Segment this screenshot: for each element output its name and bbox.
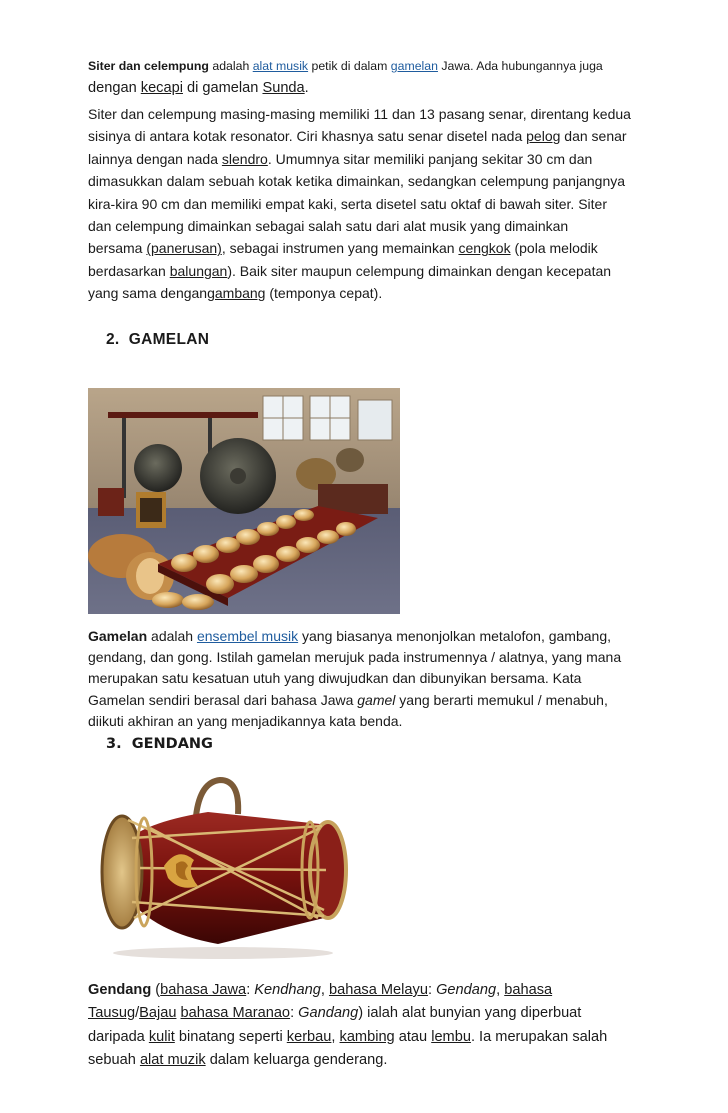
link-bahasa-jawa[interactable]: bahasa Jawa bbox=[160, 982, 247, 998]
link-lembu[interactable]: lembu bbox=[431, 1028, 471, 1045]
section-heading-gamelan: 2. GAMELAN bbox=[106, 331, 210, 348]
link-alat-musik[interactable]: alat musik bbox=[252, 59, 309, 73]
term-siter-celempung: Siter dan celempung bbox=[88, 59, 209, 73]
term-gamel: gamel bbox=[357, 691, 396, 708]
intro-line-1: Siter dan celempung adalah alat musik petik di dalam gamelan Jawa. Ada hubungannya juga bbox=[88, 59, 603, 73]
link-balungan[interactable]: balungan bbox=[169, 262, 228, 279]
gendang-drum-illustration bbox=[88, 768, 358, 963]
siter-line: sisinya di antara kotak resonator. Ciri khasnya satu senar disetel nada pelog dan senar bbox=[88, 128, 627, 145]
gamelan-line: diikuti akhiran an yang menjadikannya kata benda. bbox=[88, 712, 403, 729]
gamelan-paragraph bbox=[88, 626, 668, 732]
link-kambing[interactable]: kambing bbox=[339, 1028, 395, 1045]
siter-line: dimasukkan dalam sebuah kotak ketika dimainkan, sedangkan celempung panjangnya bbox=[88, 173, 626, 190]
siter-line: dan celempung dimainkan sebagai salah satu dari alat musik yang dimainkan bbox=[88, 218, 569, 235]
gamelan-line: Gamelan adalah ensembel musik yang biasanya menonjolkan metalofon, gambang, bbox=[88, 628, 611, 644]
intro-line-2: dengan kecapi di gamelan Sunda. bbox=[88, 80, 309, 96]
link-kerbau[interactable]: kerbau bbox=[286, 1028, 332, 1045]
gamelan-line: gendang, dan gong. Istilah gamelan merujuk pada instrumennya / alatnya, yang mana bbox=[88, 649, 622, 666]
link-ensembel-musik[interactable]: ensembel musik bbox=[196, 628, 299, 644]
link-slendro[interactable]: slendro bbox=[221, 150, 268, 167]
siter-line: bersama (panerusan), sebagai instrumen yang memainkan cengkok (pola melodik bbox=[88, 240, 598, 257]
term-gendang: Gendang bbox=[88, 982, 152, 998]
link-cengkok[interactable]: cengkok bbox=[458, 240, 511, 257]
intro-paragraph bbox=[88, 57, 668, 100]
gendang-line: daripada kulit binatang seperti kerbau, kambing atau lembu. Ia merupakan salah bbox=[88, 1028, 608, 1045]
link-alat-muzik[interactable]: alat muzik bbox=[139, 1052, 206, 1069]
siter-paragraph bbox=[88, 103, 668, 305]
siter-line: kira-kira 90 cm dan memiliki empat kaki, serta disetel satu oktaf di bawah siter. Siter bbox=[88, 195, 607, 212]
link-bahasa-maranao[interactable]: bahasa Maranao bbox=[180, 1005, 291, 1022]
gamelan-ensemble-illustration bbox=[88, 388, 400, 614]
link-gambang[interactable]: gambang bbox=[207, 285, 266, 302]
link-gamelan[interactable]: gamelan bbox=[390, 59, 438, 73]
siter-line: berdasarkan balungan). Baik siter maupun celempung dimainkan dengan kecepatan bbox=[88, 262, 612, 279]
link-sunda[interactable]: Sunda bbox=[262, 80, 305, 96]
gamelan-photo bbox=[88, 388, 400, 614]
gamelan-line: Gamelan sendiri berasal dari bahasa Jawa gamel yang berarti memukul / menabuh, bbox=[88, 691, 608, 708]
link-kulit[interactable]: kulit bbox=[148, 1028, 175, 1045]
term-gamelan: Gamelan bbox=[88, 628, 148, 644]
gendang-line: sebuah alat muzik dalam keluarga genderang. bbox=[88, 1052, 388, 1069]
link-tausug[interactable]: Tausug bbox=[88, 1005, 136, 1022]
siter-line: yang sama dengangambang (temponya cepat). bbox=[88, 285, 383, 302]
gendang-line: Tausug/Bajau bahasa Maranao: Gandang) ialah alat bunyian yang diperbuat bbox=[88, 1005, 582, 1022]
siter-line: lainnya dengan nada slendro. Umumnya sitar memiliki panjang sekitar 30 cm dan bbox=[88, 150, 593, 167]
section-heading-gendang: 3. GENDANG bbox=[106, 736, 213, 752]
gendang-line: Gendang (bahasa Jawa: Kendhang, bahasa Melayu: Gendang, bahasa bbox=[88, 982, 553, 998]
link-bahasa-melayu[interactable]: bahasa Melayu bbox=[328, 982, 428, 998]
siter-line: Siter dan celempung masing-masing memiliki 11 dan 13 pasang senar, direntang kedua bbox=[88, 106, 631, 122]
link-panerusan[interactable]: (panerusan) bbox=[146, 240, 222, 257]
link-kecapi[interactable]: kecapi bbox=[140, 80, 183, 96]
link-bahasa[interactable]: bahasa bbox=[504, 982, 553, 998]
gendang-paragraph bbox=[88, 979, 668, 1073]
gendang-photo bbox=[88, 768, 358, 963]
link-pelog[interactable]: pelog bbox=[526, 128, 561, 145]
link-bajau[interactable]: Bajau bbox=[139, 1005, 177, 1022]
gamelan-line: merupakan satu kesatuan utuh yang diwujudkan dan dibunyikan bersama. Kata bbox=[88, 670, 582, 687]
